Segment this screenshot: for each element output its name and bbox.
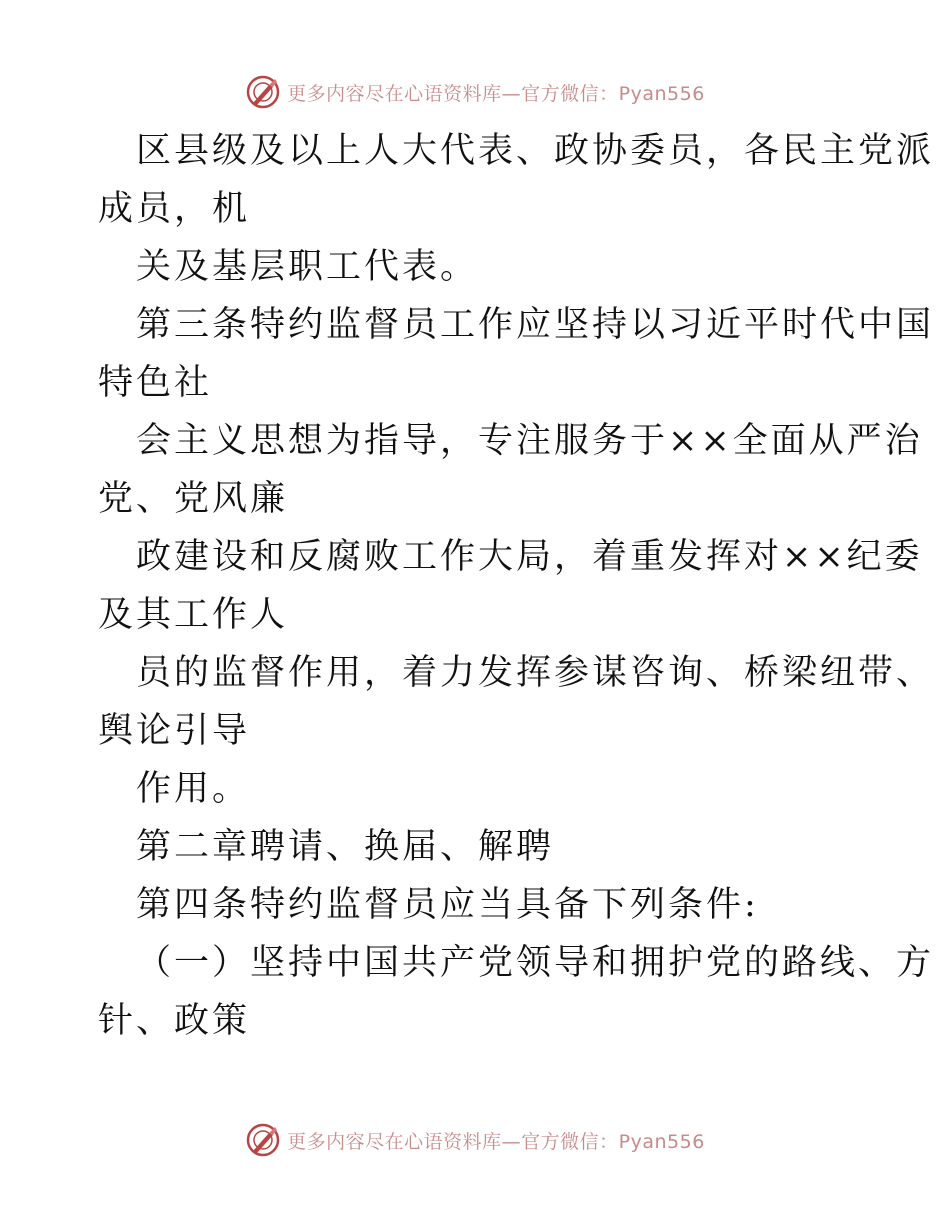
text-line: 政建设和反腐败工作大局，着重发挥对××纪委	[136, 537, 923, 577]
text-line: 党、党风廉	[98, 479, 289, 519]
text-line: 特色社	[98, 363, 213, 403]
header-banner	[0, 72, 950, 112]
text-line: 舆论引导	[98, 711, 251, 751]
text-line: 员的监督作用，着力发挥参谋咨询、桥梁纽带、	[136, 653, 935, 693]
footer-banner-text: 更多内容尽在心语资料库—官方微信：Pyan556	[287, 1130, 705, 1153]
text-line: （一）坚持中国共产党领导和拥护党的路线、方	[136, 943, 935, 983]
text-line: 区县级及以上人大代表、政协委员，各民主党派	[136, 131, 935, 171]
pen-logo-icon	[245, 74, 281, 110]
footer-banner	[0, 1120, 950, 1160]
text-line: 针、政策	[98, 1001, 251, 1041]
text-line: 第四条特约监督员应当具备下列条件:	[136, 885, 759, 925]
text-line: 第三条特约监督员工作应坚持以习近平时代中国	[136, 305, 935, 345]
text-line: 作用。	[136, 769, 251, 809]
pen-logo-icon	[245, 1122, 281, 1158]
text-line: 及其工作人	[98, 595, 289, 635]
text-line: 第二章聘请、换届、解聘	[136, 827, 555, 867]
text-line: 会主义思想为指导，专注服务于××全面从严治	[136, 421, 923, 461]
text-line: 关及基层职工代表。	[136, 247, 479, 287]
document-body	[98, 122, 935, 1050]
header-banner-text: 更多内容尽在心语资料库—官方微信：Pyan556	[287, 82, 705, 105]
text-line: 成员，机	[98, 189, 251, 229]
